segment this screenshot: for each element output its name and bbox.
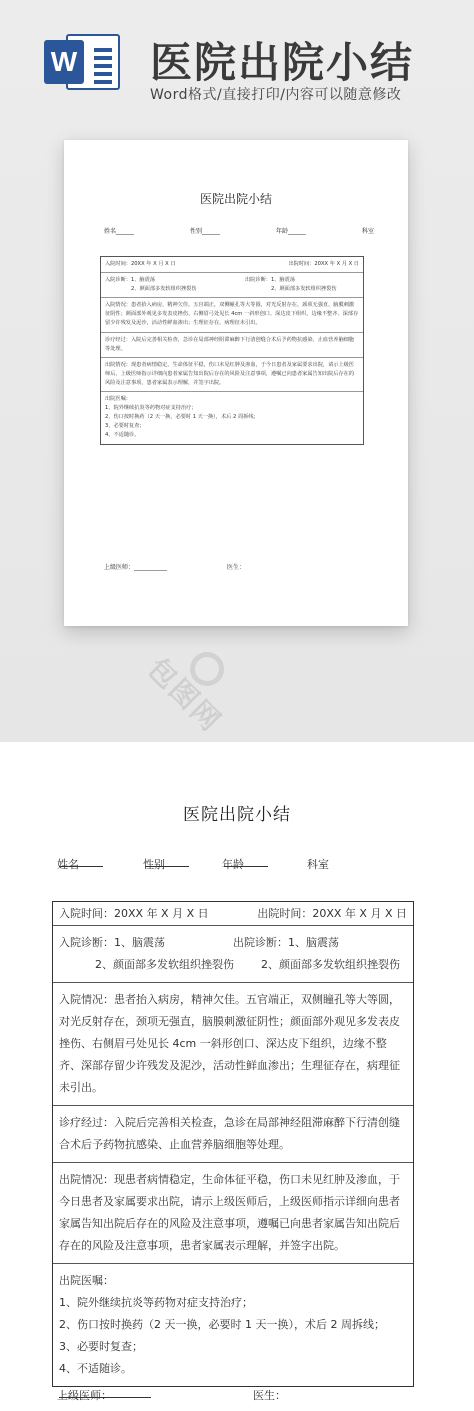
order-item: 4、不适随诊。 [59, 1362, 132, 1375]
age-field[interactable] [224, 856, 268, 867]
doctor-label: 医生： [253, 1389, 286, 1402]
time-row [53, 902, 413, 926]
mini-table: 入院时间：20XX 年 X 月 X 日 出院时间：20XX 年 X 月 X 日 入院诊断：1、脑震荡 出院诊断：1、脑震荡 2、颜面部多发软组织挫裂伤 2、颜面部多发软组织挫裂伤 入院情况：患者抬入病房，精神欠佳。五官端正，双侧瞳孔等大等圆，对光反射存在，颈项无强直，脑膜刺激征阴性；颜面部外观见多发表皮挫伤、右侧眉弓处见长 4cm 一斜形创口、深达皮下组织，边缘不整齐、深部存留少许残发及泥沙，活动性鲜血渗出；生理征存在，病理征未引出。 诊疗经过：入院后完善相关检查，急诊在局部神经阻滞麻醉下行清创缝合术后予药物抗感染、止血营养脑细胞等处理。 出院情况：现患者病情稳定，生命体征平稳，伤口未见红肿及渗血，于今日患者及家属要求出院，请示上级医师后，上级医师指示详细向患者家属告知出院后存在的风险及注意事项，遵嘱已向患者家属告知出院后存在的风险及注意事项，患者家属表示理解，并签字出院。 出院医嘱： 1、院外继续抗炎等药物对症支持治疗； 2、伤口按时换药（2 天一换，必要时 1 天一换），术后 2 周拆线； 3、必要时复查； 4、不适随诊。 [100, 256, 364, 445]
discharge-orders [53, 1264, 413, 1386]
mini-info-line: 姓名______ 性别______ 年龄______ 科室 [104, 228, 374, 235]
diagnosis-row [53, 926, 413, 983]
admission-status: 入院情况：患者抬入病房，精神欠佳。五官端正，双侧瞳孔等大等圆，对光反射存在，颈项无强直，脑膜刺激征阴性；颜面部外观见多发表皮挫伤、右侧眉弓处见长 4cm 一斜形创口、深达皮下组织，边缘不整齐、深部存留少许残发及泥沙，活动性鲜血渗出；生理征存在，病理征未引出。 [53, 983, 413, 1106]
banner-title: 医院出院小结 [150, 38, 415, 87]
age-label: 年龄 [222, 858, 244, 871]
order-item: 3、必要时复查； [59, 1340, 143, 1353]
mini-title: 医院出院小结 [199, 192, 272, 206]
admit-time: 入院时间：20XX 年 X 月 X 日 [59, 906, 209, 920]
superior-doctor-label: 上级医师： [57, 1389, 112, 1402]
word-logo-letter: W [44, 40, 84, 84]
order-item: 2、伤口按时换药（2 天一换，必要时 1 天一换），术后 2 周拆线； [59, 1318, 385, 1331]
discharge-diagnosis-2: 2、颜面部多发软组织挫裂伤 [261, 958, 400, 971]
document-title: 医院出院小结 [183, 805, 291, 825]
name-field[interactable] [59, 856, 103, 867]
watermark: 包图网 [141, 651, 229, 739]
patient-info-line [57, 856, 387, 874]
orders-heading: 出院医嘱： [59, 1274, 114, 1287]
superior-doctor-field[interactable] [59, 1387, 151, 1398]
gender-label: 性别 [143, 858, 165, 871]
discharge-diagnosis-1: 出院诊断：1、脑震荡 [233, 936, 339, 949]
discharge-summary-table [52, 901, 414, 1387]
treatment-course: 诊疗经过：入院后完善相关检查，急诊在局部神经阻滞麻醉下行清创缝合术后予药物抗感染、止血营养脑细胞等处理。 [53, 1106, 413, 1163]
gender-field[interactable] [145, 856, 189, 867]
banner-subtitle: Word格式/直接打印/内容可以随意修改 [150, 87, 402, 103]
discharge-status: 出院情况：现患者病情稳定，生命体征平稳，伤口未见红肿及渗血，于今日患者及家属要求出院，请示上级医师后，上级医师指示详细向患者家属告知出院后存在的风险及注意事项，遵嘱已向患者家属告知出院后存在的风险及注意事项，患者家属表示理解，并签字出院。 [53, 1163, 413, 1264]
document-preview-thumbnail [64, 140, 408, 626]
dept-label: 科室 [307, 858, 329, 871]
admit-diagnosis-2: 2、颜面部多发软组织挫裂伤 [95, 958, 234, 971]
admit-diagnosis-1: 入院诊断：1、脑震荡 [59, 936, 165, 949]
order-item: 1、院外继续抗炎等药物对症支持治疗； [59, 1296, 253, 1309]
word-icon [44, 30, 122, 92]
name-label: 姓名 [57, 858, 79, 871]
mini-footer: 上级医师：___________ 医生： [104, 564, 246, 571]
discharge-time: 出院时间：20XX 年 X 月 X 日 [257, 906, 407, 920]
